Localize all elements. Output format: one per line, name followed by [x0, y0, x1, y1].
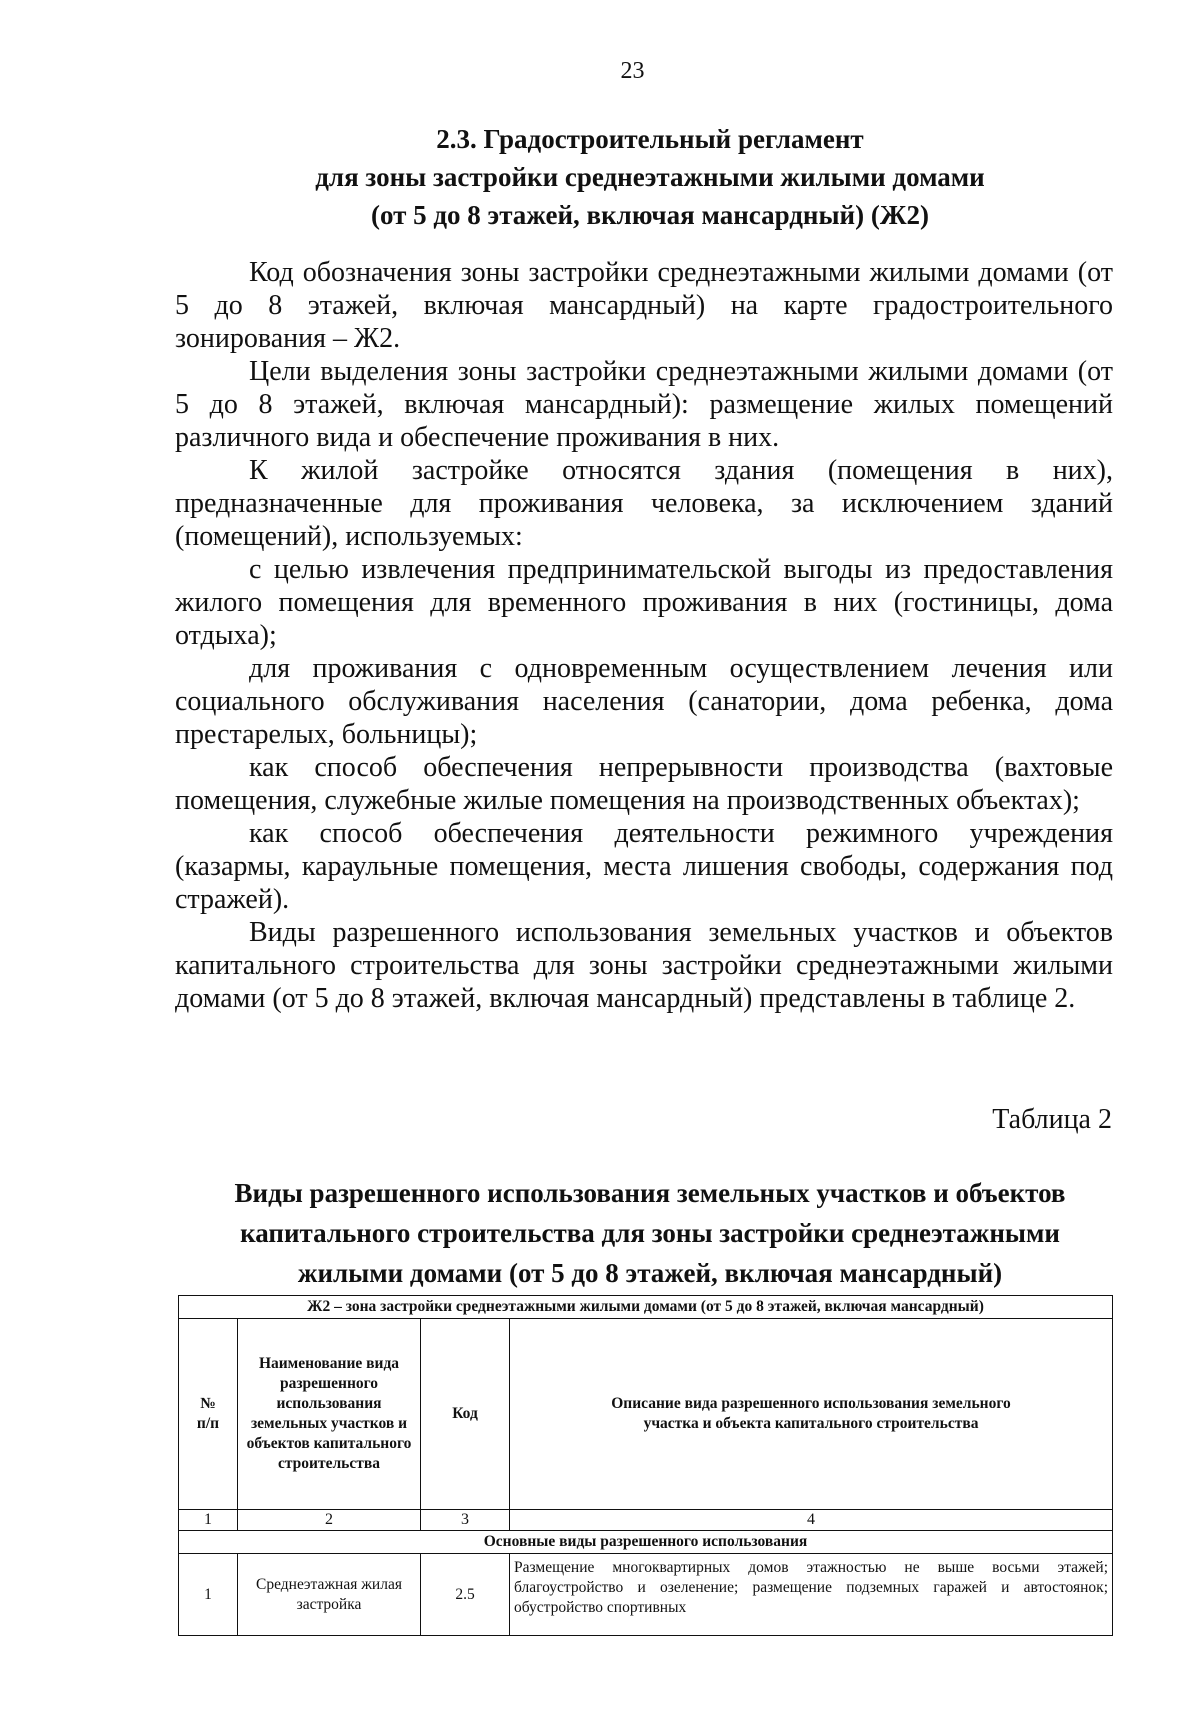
- header-desc-text: Описание вида разрешенного использования земельного участка и объекта капитального строительства: [611, 1395, 1011, 1432]
- zone-row: [179, 1296, 1113, 1319]
- table-row: [179, 1554, 1113, 1636]
- paragraph: с целью извлечения предпринимательской выгоды из предоставления жилого помещения для временного проживания в них (гостиницы, дома отдыха);: [175, 554, 1113, 651]
- group-row: [179, 1531, 1113, 1554]
- table-title-line: капитального строительства для зоны застройки среднеэтажными: [240, 1218, 1060, 1248]
- paragraph: как способ обеспечения деятельности режимного учреждения (казармы, караульные помещения, места лишения свободы, содержания под стражей).: [175, 818, 1113, 915]
- body-text: [175, 256, 1113, 1015]
- row-num-cell: 1: [179, 1554, 238, 1636]
- header-num-symbol: №: [200, 1395, 216, 1412]
- column-number-cell: 4: [510, 1510, 1113, 1531]
- column-number-row: [179, 1510, 1113, 1531]
- section-title: [170, 120, 1130, 234]
- paragraph: Виды разрешенного использования земельных участков и объектов капитального строительства для зоны застройки среднеэтажными жилыми домами (от 5 до 8 этажей, включая мансардный) представлены в таблице 2.: [175, 917, 1113, 1014]
- zone-cell: Ж2 – зона застройки среднеэтажными жилыми домами (от 5 до 8 этажей, включая мансардный): [179, 1296, 1113, 1319]
- column-number-cell: 2: [238, 1510, 421, 1531]
- group-cell: Основные виды разрешенного использования: [179, 1531, 1113, 1554]
- table-title-line: Виды разрешенного использования земельных участков и объектов: [234, 1178, 1066, 1208]
- row-code-cell: 2.5: [421, 1554, 510, 1636]
- column-number-cell: 1: [179, 1510, 238, 1531]
- page-number: 23: [620, 58, 645, 84]
- paragraph: как способ обеспечения непрерывности производства (вахтовые помещения, служебные жилые помещения на производственных объектах);: [175, 752, 1113, 816]
- row-name-cell: Среднеэтажная жилая застройка: [238, 1554, 421, 1636]
- header-num-cell: [179, 1319, 238, 1510]
- section-title-line: 2.3. Градостроительный регламент: [436, 124, 864, 154]
- header-row: [179, 1319, 1113, 1510]
- header-desc-cell: [510, 1319, 1113, 1510]
- column-number-cell: 3: [421, 1510, 510, 1531]
- paragraph: Цели выделения зоны застройки среднеэтажными жилыми домами (от 5 до 8 этажей, включая мансардный): размещение жилых помещений различного вида и обеспечение проживания в них.: [175, 356, 1113, 453]
- header-code-cell: Код: [421, 1319, 510, 1510]
- table-title-line: жилыми домами (от 5 до 8 этажей, включая мансардный): [297, 1258, 1003, 1288]
- header-num-abbr: п/п: [196, 1415, 220, 1432]
- paragraph: Код обозначения зоны застройки среднеэтажными жилыми домами (от 5 до 8 этажей, включая мансардный) на карте градостроительного зонирования – Ж2.: [175, 257, 1113, 354]
- section-title-line: для зоны застройки среднеэтажными жилыми домами: [315, 162, 985, 192]
- table-title: [170, 1173, 1130, 1293]
- paragraph: для проживания с одновременным осуществлением лечения или социального обслуживания населения (санатории, дома ребенка, дома престарелых, больницы);: [175, 653, 1113, 750]
- header-name-cell: Наименование вида разрешенного использования земельных участков и объектов капитального строительства: [238, 1319, 421, 1510]
- row-desc-cell: Размещение многоквартирных домов этажностью не выше восьми этажей; благоустройство и озеленение; размещение подземных гаражей и автостоянок; обустройство спортивных: [510, 1554, 1113, 1636]
- table-caption: Таблица 2: [992, 1104, 1112, 1135]
- paragraph: К жилой застройке относятся здания (помещения в них), предназначенные для проживания человека, за исключением зданий (помещений), используемых:: [175, 455, 1113, 552]
- land-use-table: [178, 1295, 1113, 1636]
- section-title-line: (от 5 до 8 этажей, включая мансардный) (Ж2): [370, 200, 930, 230]
